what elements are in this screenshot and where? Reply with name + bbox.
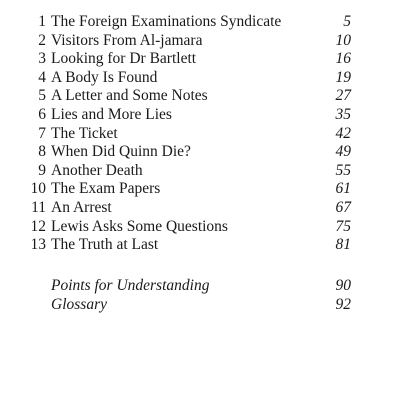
chapter-row-10: [0, 180, 400, 199]
chapter-page: 35: [335, 105, 351, 123]
chapter-number: 2: [38, 31, 46, 49]
chapter-page: 81: [335, 236, 351, 254]
chapter-title: Visitors From Al-jamara: [51, 31, 203, 49]
chapter-page: 10: [335, 31, 351, 49]
chapter-title: When Did Quinn Die?: [51, 143, 191, 161]
chapter-number: 4: [38, 68, 46, 86]
back-matter-page: 90: [335, 277, 351, 294]
chapter-row-8: [0, 143, 400, 162]
chapter-page: 61: [335, 180, 351, 198]
chapter-title: Lies and More Lies: [51, 105, 172, 123]
chapter-row-9: [0, 162, 400, 181]
back-matter-title: Glossary: [51, 295, 107, 313]
chapter-number: 3: [38, 50, 46, 68]
back-matter-row-glossary: [0, 296, 400, 315]
chapter-row-1: [0, 13, 400, 32]
chapter-page: 42: [335, 124, 351, 142]
chapter-row-2: [0, 32, 400, 51]
chapter-number: 11: [31, 198, 46, 216]
chapter-number: 5: [38, 87, 46, 105]
chapter-title: The Truth at Last: [51, 236, 159, 254]
chapter-title: An Arrest: [51, 198, 112, 216]
chapter-page: 67: [335, 198, 351, 216]
chapter-page: 5: [343, 13, 351, 30]
back-matter: [0, 277, 400, 314]
chapter-number: 7: [38, 124, 46, 142]
chapter-row-3: [0, 50, 400, 69]
chapter-row-11: [0, 199, 400, 218]
chapter-row-5: [0, 87, 400, 106]
chapter-row-6: [0, 106, 400, 125]
chapter-page: 49: [335, 143, 351, 161]
chapter-number: 10: [30, 180, 46, 198]
chapter-title: The Foreign Examinations Syndicate: [51, 13, 282, 30]
chapter-row-12: [0, 218, 400, 237]
chapter-title: Looking for Dr Bartlett: [51, 50, 197, 68]
chapter-number: 9: [38, 161, 46, 179]
chapter-number: 6: [38, 105, 46, 123]
chapter-title: A Letter and Some Notes: [51, 87, 208, 105]
back-matter-row-points: [0, 277, 400, 296]
chapter-title: Another Death: [51, 161, 143, 179]
chapter-title: A Body Is Found: [51, 68, 158, 86]
chapter-page: 27: [335, 87, 351, 105]
back-matter-title: Points for Understanding: [51, 277, 210, 294]
chapter-row-4: [0, 69, 400, 88]
chapter-title: The Ticket: [51, 124, 118, 142]
back-matter-page: 92: [335, 295, 351, 313]
chapter-page: 19: [335, 68, 351, 86]
chapter-row-7: [0, 125, 400, 144]
chapter-title: The Exam Papers: [51, 180, 161, 198]
chapter-title: Lewis Asks Some Questions: [51, 217, 228, 235]
chapter-row-13: [0, 236, 400, 255]
chapter-number: 8: [38, 143, 46, 161]
chapter-page: 75: [335, 217, 351, 235]
table-of-contents: [0, 13, 400, 255]
chapter-number: 1: [38, 13, 46, 30]
chapter-number: 13: [30, 236, 46, 254]
chapter-page: 55: [335, 161, 351, 179]
chapter-page: 16: [335, 50, 351, 68]
chapter-number: 12: [30, 217, 46, 235]
